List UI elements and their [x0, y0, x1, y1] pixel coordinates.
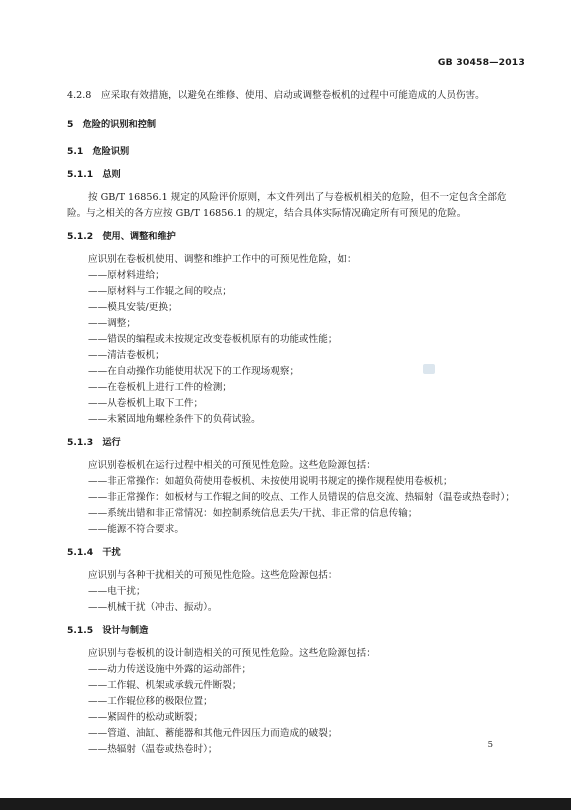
text-line: ——原材料与工作辊之间的咬点； — [88, 286, 232, 297]
page-number: 5 — [487, 740, 493, 750]
text-line: ——非正常操作：如板材与工作辊之间的咬点、工作人员错误的信息交流、热辐射（温卷或热卷时）； — [88, 492, 515, 503]
text-line: ——动力传送设施中外露的运动部件； — [88, 664, 252, 675]
text-line: 4.2.8 应采取有效措施，以避免在维修、使用、启动或调整卷板机的过程中可能造成的人员伤害。 — [67, 90, 485, 101]
section-heading: 5.1.2 使用、调整和维护 — [67, 231, 176, 242]
text-line: ——热辐射（温卷或热卷时）； — [88, 744, 218, 755]
bottom-border — [0, 798, 571, 810]
standard-number: GB 30458—2013 — [437, 57, 525, 68]
watermark-mark — [423, 364, 435, 374]
section-heading: 5.1 危险识别 — [67, 146, 130, 157]
text-line: 应识别与各种干扰相关的可预见性危险。这些危险源包括： — [88, 570, 338, 581]
section-heading: 5.1.3 运行 — [67, 437, 121, 448]
text-line: ——未紧固地角螺栓条件下的负荷试验。 — [88, 414, 261, 425]
section-heading: 5.1.1 总则 — [67, 169, 121, 180]
section-heading: 5.1.5 设计与制造 — [67, 625, 149, 636]
text-line: ——紧固件的松动或断裂； — [88, 712, 204, 723]
text-line: ——错误的编程或未按规定改变卷板机原有的功能或性能； — [88, 334, 338, 345]
text-line: 应识别卷板机在运行过程中相关的可预见性危险。这些危险源包括： — [88, 460, 376, 471]
text-line: ——清洁卷板机； — [88, 350, 165, 361]
text-line: ——非正常操作：如超负荷使用卷板机、未按使用说明书规定的操作规程使用卷板机； — [88, 476, 453, 487]
text-line: ——原材料进给； — [88, 270, 165, 281]
text-line: 应识别与卷板机的设计制造相关的可预见性危险。这些危险源包括： — [88, 648, 376, 659]
text-line: 按 GB/T 16856.1 规定的风险评价原则，本文件列出了与卷板机相关的危险，但不一定包含全部危 — [88, 192, 507, 203]
text-line: ——机械干扰（冲击、振动）。 — [88, 602, 218, 613]
text-line: ——在卷板机上进行工件的检测； — [88, 382, 232, 393]
text-line: ——工作辊位移的极限位置； — [88, 696, 213, 707]
text-line: ——从卷板机上取下工件； — [88, 398, 204, 409]
text-line: 应识别在卷板机使用、调整和维护工作中的可预见性危险，如： — [88, 254, 357, 265]
text-line: ——系统出错和非正常情况：如控制系统信息丢失/干扰、非正常的信息传输； — [88, 508, 418, 519]
text-line: ——在自动操作功能使用状况下的工作现场观察； — [88, 366, 300, 377]
text-line: ——模具安装/更换； — [88, 302, 178, 313]
section-heading: 5 危险的识别和控制 — [67, 119, 157, 130]
text-line: ——管道、油缸、蓄能器和其他元件因压力而造成的破裂； — [88, 728, 338, 739]
text-line: ——调整； — [88, 318, 136, 329]
text-line: ——能源不符合要求。 — [88, 524, 184, 535]
section-heading: 5.1.4 干扰 — [67, 547, 121, 558]
text-line: ——工作辊、机架或承载元件断裂； — [88, 680, 242, 691]
text-line: 险。与之相关的各方应按 GB/T 16856.1 的规定，结合具体实际情况确定所有可预见的危险。 — [67, 208, 467, 219]
text-line: ——电干扰； — [88, 586, 146, 597]
